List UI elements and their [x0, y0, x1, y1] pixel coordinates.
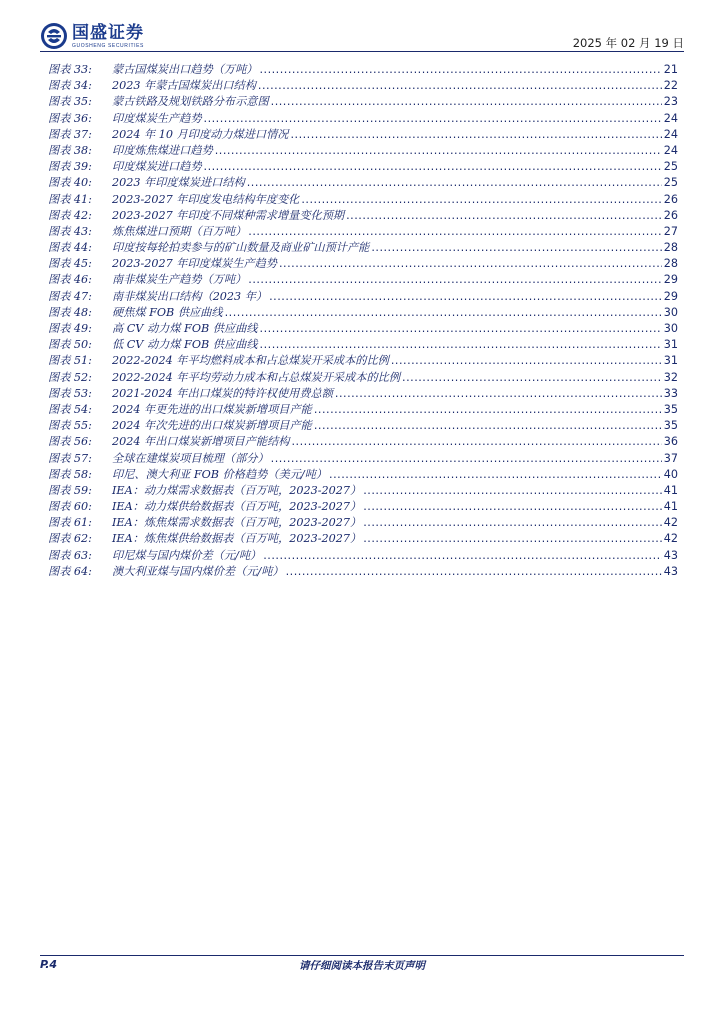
- toc-entry-title: 2024 年更先进的出口煤炭新增项目产能: [112, 402, 312, 416]
- toc-dot-leader: [225, 305, 662, 321]
- toc-entry[interactable]: [48, 337, 678, 353]
- toc-entry-label: 图表 41:: [48, 192, 92, 206]
- toc-dot-leader: [263, 548, 662, 564]
- toc-entry[interactable]: [48, 321, 678, 337]
- footer-divider: [40, 955, 684, 956]
- toc-dot-leader: [391, 353, 662, 369]
- toc-entry-label: 图表 59:: [48, 483, 92, 497]
- header-divider: [40, 51, 684, 52]
- toc-entry-title: 2024 年出口煤炭新增项目产能结构: [112, 435, 290, 449]
- toc-entry-page: 26: [663, 192, 678, 206]
- toc-dot-leader: [260, 337, 662, 353]
- toc-entry-label: 图表 49:: [48, 322, 92, 335]
- toc-entry-title: 2022-2024 年平均劳动力成本和占总煤炭开采成本的比例: [112, 370, 401, 384]
- toc-entry-page: 35: [663, 402, 678, 416]
- toc-entry-label: 图表 48:: [48, 305, 92, 319]
- toc-entry-page: 32: [663, 370, 678, 384]
- toc-dot-leader: [204, 111, 662, 127]
- toc-entry[interactable]: [48, 515, 678, 531]
- toc-entry[interactable]: [48, 143, 678, 159]
- toc-entry-label: 图表 45:: [48, 257, 92, 271]
- toc-entry[interactable]: [48, 208, 678, 224]
- toc-entry-label: 图表 63:: [48, 548, 92, 562]
- toc-entry-title: 南非煤炭出口结构（2023 年）: [112, 289, 268, 303]
- toc-entry-label: 图表 40:: [48, 176, 92, 190]
- toc-entry-title: 2022-2024 年平均燃料成本和占总煤炭开采成本的比例: [112, 354, 389, 368]
- toc-entry-page: 40: [663, 467, 678, 481]
- toc-dot-leader: [248, 224, 661, 240]
- toc-dot-leader: [215, 143, 662, 159]
- toc-entry[interactable]: [48, 192, 678, 208]
- toc-entry-page: 28: [663, 257, 678, 271]
- toc-dot-leader: [363, 483, 662, 499]
- toc-entry[interactable]: [48, 451, 678, 467]
- toc-entry-label: 图表 38:: [48, 143, 92, 157]
- toc-dot-leader: [248, 272, 661, 288]
- toc-entry-page: 21: [663, 63, 678, 76]
- toc-entry-label: 图表 44:: [48, 241, 92, 255]
- toc-entry-page: 33: [663, 386, 678, 400]
- toc-entry-title: 印度按每轮拍卖参与的矿山数量及商业矿山预计产能: [112, 241, 370, 255]
- toc-dot-leader: [290, 127, 661, 143]
- toc-entry-label: 图表 33:: [48, 63, 92, 76]
- toc-entry[interactable]: [48, 305, 678, 321]
- toc-entry-label: 图表 60:: [48, 500, 92, 514]
- toc-entry-label: 图表 58:: [48, 467, 92, 481]
- toc-entry[interactable]: [48, 62, 678, 78]
- toc-dot-leader: [314, 418, 662, 434]
- toc-entry-label: 图表 53:: [48, 386, 92, 400]
- toc-entry-label: 图表 46:: [48, 273, 92, 287]
- report-date: 2025 年 02 月 19 日: [572, 36, 684, 50]
- toc-entry-page: 27: [663, 224, 678, 238]
- toc-dot-leader: [363, 531, 662, 547]
- toc-dot-leader: [247, 175, 662, 191]
- toc-entry-label: 图表 55:: [48, 419, 92, 433]
- toc-entry-title: 2023-2027 年印度不同煤种需求增量变化预期: [112, 208, 345, 222]
- toc-dot-leader: [291, 434, 661, 450]
- toc-entry-label: 图表 62:: [48, 532, 92, 546]
- toc-entry-page: 30: [663, 322, 678, 335]
- toc-entry[interactable]: [48, 111, 678, 127]
- toc-entry-label: 图表 52:: [48, 370, 92, 384]
- toc-entry[interactable]: [48, 256, 678, 272]
- toc-entry-label: 图表 37:: [48, 127, 92, 141]
- toc-entry-title: 南非煤炭生产趋势（万吨）: [112, 273, 247, 287]
- toc-entry[interactable]: [48, 353, 678, 369]
- toc-entry[interactable]: [48, 418, 678, 434]
- toc-entry-title: 印度煤炭生产趋势: [112, 111, 202, 125]
- toc-dot-leader: [329, 467, 662, 483]
- toc-entry-page: 42: [663, 532, 678, 546]
- toc-entry-title: 澳大利亚煤与国内煤价差（元/吨）: [112, 564, 284, 578]
- toc-entry-label: 图表 54:: [48, 402, 92, 416]
- toc-entry-title: IEA：炼焦煤供给数据表（百万吨，2023-2027）: [112, 532, 362, 546]
- toc-dot-leader: [271, 451, 662, 467]
- company-logo: [40, 22, 144, 50]
- toc-entry[interactable]: [48, 175, 678, 191]
- toc-dot-leader: [260, 321, 662, 337]
- toc-entry-page: 41: [663, 500, 678, 514]
- toc-dot-leader: [363, 499, 662, 515]
- logo-mark-icon: [40, 22, 68, 50]
- toc-dot-leader: [269, 289, 662, 305]
- toc-entry-label: 图表 42:: [48, 208, 92, 222]
- toc-entry-label: 图表 56:: [48, 435, 92, 449]
- toc-entry-page: 35: [663, 419, 678, 433]
- toc-entry-title: IEA：动力煤需求数据表（百万吨，2023-2027）: [112, 483, 362, 497]
- toc-entry-page: 25: [663, 176, 678, 190]
- toc-entry-label: 图表 47:: [48, 289, 92, 303]
- toc-entry-page: 28: [663, 241, 678, 255]
- toc-entry[interactable]: [48, 78, 678, 94]
- toc-entry-title: 低 CV 动力煤 FOB 供应曲线: [112, 338, 258, 352]
- toc-entry-title: 炼焦煤进口预期（百万吨）: [112, 224, 247, 238]
- toc-dot-leader: [259, 62, 661, 78]
- toc-entry-page: 37: [663, 451, 678, 465]
- toc-entry-title: IEA：炼焦煤需求数据表（百万吨，2023-2027）: [112, 516, 362, 530]
- toc-entry[interactable]: [48, 159, 678, 175]
- toc-entry-title: 蒙古铁路及规划铁路分布示意图: [112, 95, 269, 109]
- toc-entry-label: 图表 51:: [48, 354, 92, 368]
- toc-entry-page: 26: [663, 208, 678, 222]
- page-header: [0, 0, 724, 62]
- toc-entry-label: 图表 34:: [48, 79, 92, 93]
- toc-entry-label: 图表 61:: [48, 516, 92, 530]
- toc-dot-leader: [301, 192, 661, 208]
- toc-entry[interactable]: [48, 240, 678, 256]
- page-number: P.4: [40, 958, 58, 971]
- toc-entry-title: 2023 年蒙古国煤炭出口结构: [112, 79, 256, 93]
- toc-dot-leader: [258, 78, 662, 94]
- toc-dot-leader: [286, 564, 662, 580]
- toc-dot-leader: [271, 94, 662, 110]
- toc-entry-page: 24: [663, 143, 678, 157]
- toc-entry-page: 31: [663, 354, 678, 368]
- toc-entry[interactable]: [48, 483, 678, 499]
- toc-entry-title: 印尼、澳大利亚 FOB 价格趋势（美元/吨）: [112, 467, 328, 481]
- toc-entry-label: 图表 64:: [48, 564, 92, 578]
- toc-entry-label: 图表 39:: [48, 160, 92, 174]
- toc-entry-title: 2023-2027 年印度煤炭生产趋势: [112, 257, 277, 271]
- toc-entry[interactable]: [48, 386, 678, 402]
- toc-entry[interactable]: [48, 564, 678, 580]
- toc-entry-page: 30: [663, 305, 678, 319]
- toc-entry[interactable]: [48, 370, 678, 386]
- toc-entry-title: 2024 年 10 月印度动力煤进口情况: [112, 127, 289, 141]
- toc-entry-label: 图表 50:: [48, 338, 92, 352]
- toc-entry[interactable]: [48, 467, 678, 483]
- toc-entry-title: 蒙古国煤炭出口趋势（万吨）: [112, 63, 258, 76]
- toc-entry-page: 29: [663, 273, 678, 287]
- toc-dot-leader: [204, 159, 662, 175]
- logo-chinese-name: 国盛证券: [72, 22, 144, 43]
- toc-entry-page: 25: [663, 160, 678, 174]
- toc-entry-page: 24: [663, 111, 678, 125]
- toc-entry-label: 图表 35:: [48, 95, 92, 109]
- toc-entry-title: 2021-2024 年出口煤炭的特许权使用费总额: [112, 386, 333, 400]
- figure-index-list: [48, 62, 678, 580]
- toc-entry[interactable]: [48, 499, 678, 515]
- toc-entry-title: 2023-2027 年印度发电结构年度变化: [112, 192, 300, 206]
- toc-entry-title: 印度炼焦煤进口趋势: [112, 143, 213, 157]
- toc-entry[interactable]: [48, 402, 678, 418]
- toc-entry-title: 2023 年印度煤炭进口结构: [112, 176, 245, 190]
- toc-entry[interactable]: [48, 548, 678, 564]
- toc-dot-leader: [402, 370, 662, 386]
- toc-entry-label: 图表 43:: [48, 224, 92, 238]
- toc-entry-page: 31: [663, 338, 678, 352]
- toc-entry[interactable]: [48, 434, 678, 450]
- toc-dot-leader: [314, 402, 662, 418]
- logo-english-name: GUOSHENG SECURITIES: [72, 42, 144, 49]
- toc-entry-title: IEA：动力煤供给数据表（百万吨，2023-2027）: [112, 500, 362, 514]
- toc-entry-title: 硬焦煤 FOB 供应曲线: [112, 305, 223, 319]
- toc-dot-leader: [363, 515, 662, 531]
- toc-entry[interactable]: [48, 272, 678, 288]
- toc-entry-page: 41: [663, 483, 678, 497]
- toc-entry-page: 22: [663, 79, 678, 93]
- toc-dot-leader: [279, 256, 662, 272]
- toc-entry-page: 43: [663, 548, 678, 562]
- footer-disclaimer: 请仔细阅读本报告末页声明: [299, 960, 425, 972]
- toc-entry[interactable]: [48, 289, 678, 305]
- toc-dot-leader: [371, 240, 661, 256]
- toc-entry-title: 印尼煤与国内煤价差（元/吨）: [112, 548, 262, 562]
- toc-dot-leader: [346, 208, 662, 224]
- toc-entry-title: 印度煤炭进口趋势: [112, 160, 202, 174]
- toc-entry-page: 42: [663, 516, 678, 530]
- toc-entry-label: 图表 36:: [48, 111, 92, 125]
- toc-entry-page: 43: [663, 564, 678, 578]
- toc-entry-page: 36: [663, 435, 678, 449]
- toc-entry-page: 24: [663, 127, 678, 141]
- toc-entry[interactable]: [48, 94, 678, 110]
- toc-entry-page: 29: [663, 289, 678, 303]
- toc-entry[interactable]: [48, 224, 678, 240]
- toc-entry-label: 图表 57:: [48, 451, 92, 465]
- toc-entry[interactable]: [48, 127, 678, 143]
- toc-entry-title: 全球在建煤炭项目梳理（部分）: [112, 451, 269, 465]
- toc-entry-page: 23: [663, 95, 678, 109]
- toc-dot-leader: [335, 386, 662, 402]
- toc-entry[interactable]: [48, 531, 678, 547]
- toc-entry-title: 高 CV 动力煤 FOB 供应曲线: [112, 322, 258, 335]
- toc-entry-title: 2024 年次先进的出口煤炭新增项目产能: [112, 419, 312, 433]
